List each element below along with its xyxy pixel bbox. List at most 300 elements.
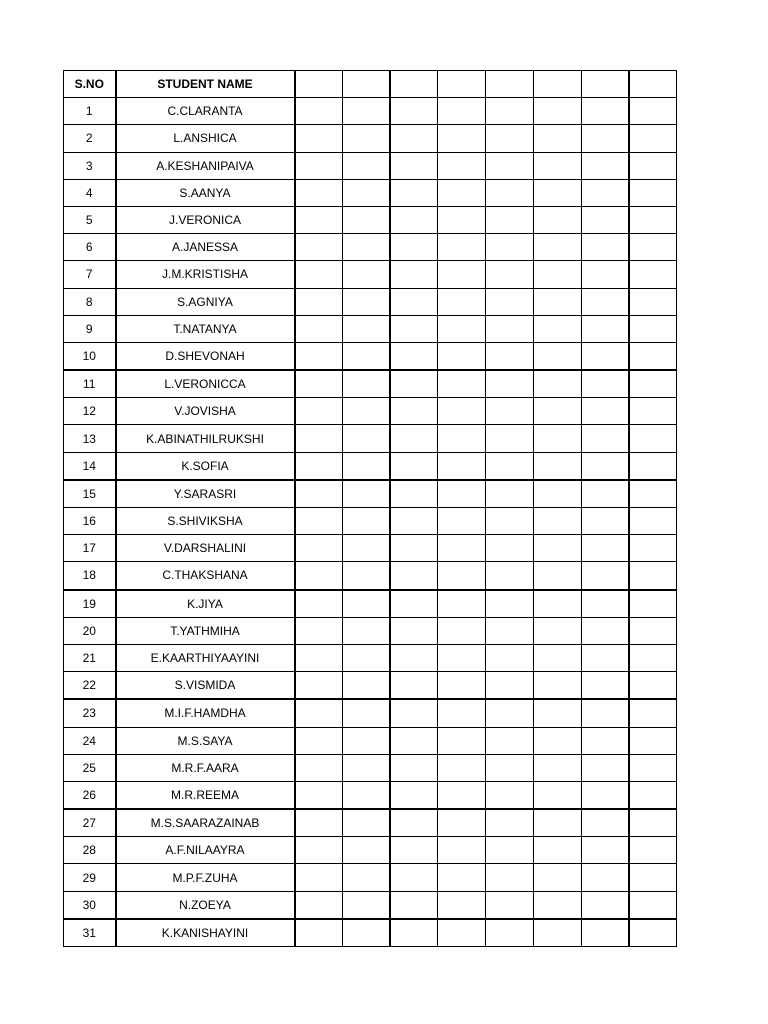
blank-cell	[486, 891, 534, 919]
blank-cell	[581, 919, 629, 947]
table-row	[64, 370, 677, 398]
roster-body	[64, 98, 677, 947]
student-name-cell: S.AANYA	[116, 179, 295, 206]
blank-cell	[438, 480, 486, 508]
blank-cell	[390, 644, 438, 671]
blank-cell	[581, 809, 629, 837]
blank-cell	[533, 179, 581, 206]
blank-cell	[295, 919, 343, 947]
serial-number-cell: 26	[64, 781, 116, 809]
blank-cell	[486, 261, 534, 288]
serial-number-cell: 14	[64, 452, 116, 480]
blank-cell	[629, 125, 677, 152]
blank-cell	[438, 590, 486, 618]
blank-cell	[390, 809, 438, 837]
blank-cell	[295, 617, 343, 644]
blank-cell	[581, 288, 629, 315]
blank-cell	[629, 98, 677, 125]
header-sno: S.NO	[64, 71, 116, 98]
blank-cell	[438, 179, 486, 206]
header-blank-cell	[342, 71, 390, 98]
blank-cell	[438, 234, 486, 261]
student-name-cell: S.SHIVIKSHA	[116, 508, 295, 535]
blank-cell	[581, 891, 629, 919]
blank-cell	[533, 315, 581, 342]
blank-cell	[295, 288, 343, 315]
blank-cell	[533, 480, 581, 508]
blank-cell	[486, 864, 534, 891]
blank-cell	[629, 179, 677, 206]
blank-cell	[390, 590, 438, 618]
blank-cell	[438, 781, 486, 809]
blank-cell	[486, 179, 534, 206]
blank-cell	[390, 672, 438, 700]
blank-cell	[629, 535, 677, 562]
blank-cell	[581, 864, 629, 891]
serial-number-cell: 25	[64, 754, 116, 781]
blank-cell	[486, 480, 534, 508]
blank-cell	[342, 781, 390, 809]
blank-cell	[581, 342, 629, 370]
blank-cell	[295, 727, 343, 754]
table-row	[64, 452, 677, 480]
serial-number-cell: 28	[64, 837, 116, 864]
blank-cell	[533, 781, 581, 809]
table-row	[64, 288, 677, 315]
student-name-cell: J.M.KRISTISHA	[116, 261, 295, 288]
blank-cell	[533, 617, 581, 644]
blank-cell	[390, 398, 438, 425]
blank-cell	[581, 781, 629, 809]
blank-cell	[342, 535, 390, 562]
blank-cell	[342, 398, 390, 425]
blank-cell	[342, 590, 390, 618]
serial-number-cell: 9	[64, 315, 116, 342]
blank-cell	[390, 125, 438, 152]
student-name-cell: V.JOVISHA	[116, 398, 295, 425]
student-name-cell: V.DARSHALINI	[116, 535, 295, 562]
table-row	[64, 891, 677, 919]
blank-cell	[486, 234, 534, 261]
blank-cell	[342, 919, 390, 947]
blank-cell	[533, 864, 581, 891]
blank-cell	[295, 891, 343, 919]
student-name-cell: L.VERONICCA	[116, 370, 295, 398]
blank-cell	[438, 508, 486, 535]
serial-number-cell: 16	[64, 508, 116, 535]
table-row	[64, 781, 677, 809]
blank-cell	[533, 234, 581, 261]
blank-cell	[342, 672, 390, 700]
blank-cell	[295, 864, 343, 891]
student-name-cell: K.SOFIA	[116, 452, 295, 480]
blank-cell	[295, 644, 343, 671]
student-name-cell: A.KESHANIPAIVA	[116, 152, 295, 179]
student-name-cell: M.P.F.ZUHA	[116, 864, 295, 891]
blank-cell	[295, 837, 343, 864]
blank-cell	[390, 617, 438, 644]
blank-cell	[629, 644, 677, 671]
blank-cell	[581, 261, 629, 288]
table-row	[64, 864, 677, 891]
blank-cell	[438, 261, 486, 288]
blank-cell	[486, 315, 534, 342]
blank-cell	[438, 98, 486, 125]
blank-cell	[533, 98, 581, 125]
student-name-cell: M.S.SAARAZAINAB	[116, 809, 295, 837]
blank-cell	[438, 562, 486, 590]
blank-cell	[342, 234, 390, 261]
blank-cell	[390, 919, 438, 947]
student-name-cell: Y.SARASRI	[116, 480, 295, 508]
blank-cell	[533, 342, 581, 370]
blank-cell	[581, 480, 629, 508]
blank-cell	[295, 809, 343, 837]
blank-cell	[629, 370, 677, 398]
serial-number-cell: 12	[64, 398, 116, 425]
serial-number-cell: 29	[64, 864, 116, 891]
blank-cell	[486, 590, 534, 618]
blank-cell	[342, 809, 390, 837]
serial-number-cell: 1	[64, 98, 116, 125]
serial-number-cell: 7	[64, 261, 116, 288]
blank-cell	[390, 425, 438, 452]
blank-cell	[390, 370, 438, 398]
blank-cell	[438, 837, 486, 864]
serial-number-cell: 20	[64, 617, 116, 644]
blank-cell	[629, 452, 677, 480]
student-roster-table	[63, 70, 677, 947]
blank-cell	[342, 152, 390, 179]
blank-cell	[295, 206, 343, 233]
blank-cell	[486, 98, 534, 125]
header-blank-cell	[438, 71, 486, 98]
blank-cell	[342, 125, 390, 152]
blank-cell	[295, 234, 343, 261]
student-name-cell: N.ZOEYA	[116, 891, 295, 919]
blank-cell	[581, 754, 629, 781]
blank-cell	[486, 288, 534, 315]
blank-cell	[581, 562, 629, 590]
blank-cell	[486, 152, 534, 179]
blank-cell	[295, 508, 343, 535]
blank-cell	[581, 699, 629, 727]
blank-cell	[533, 672, 581, 700]
blank-cell	[486, 125, 534, 152]
student-name-cell: S.AGNIYA	[116, 288, 295, 315]
serial-number-cell: 13	[64, 425, 116, 452]
header-row	[64, 71, 677, 98]
blank-cell	[390, 837, 438, 864]
blank-cell	[533, 727, 581, 754]
blank-cell	[581, 370, 629, 398]
blank-cell	[629, 727, 677, 754]
blank-cell	[438, 425, 486, 452]
blank-cell	[295, 672, 343, 700]
serial-number-cell: 4	[64, 179, 116, 206]
student-name-cell: K.KANISHAYINI	[116, 919, 295, 947]
blank-cell	[533, 837, 581, 864]
student-name-cell: E.KAARTHIYAAYINI	[116, 644, 295, 671]
blank-cell	[390, 98, 438, 125]
blank-cell	[581, 590, 629, 618]
blank-cell	[295, 370, 343, 398]
blank-cell	[581, 179, 629, 206]
blank-cell	[390, 234, 438, 261]
table-row	[64, 699, 677, 727]
table-row	[64, 837, 677, 864]
blank-cell	[533, 288, 581, 315]
blank-cell	[629, 508, 677, 535]
student-name-cell: K.ABINATHILRUKSHI	[116, 425, 295, 452]
serial-number-cell: 22	[64, 672, 116, 700]
blank-cell	[581, 535, 629, 562]
blank-cell	[390, 699, 438, 727]
blank-cell	[438, 919, 486, 947]
table-row	[64, 754, 677, 781]
blank-cell	[486, 206, 534, 233]
table-row	[64, 727, 677, 754]
blank-cell	[629, 206, 677, 233]
blank-cell	[295, 342, 343, 370]
blank-cell	[438, 452, 486, 480]
blank-cell	[533, 452, 581, 480]
blank-cell	[438, 617, 486, 644]
table-row	[64, 672, 677, 700]
header-student-name: STUDENT NAME	[116, 71, 295, 98]
blank-cell	[486, 508, 534, 535]
blank-cell	[581, 98, 629, 125]
student-name-cell: A.JANESSA	[116, 234, 295, 261]
blank-cell	[486, 672, 534, 700]
table-row	[64, 919, 677, 947]
student-name-cell: M.R.F.AARA	[116, 754, 295, 781]
blank-cell	[390, 754, 438, 781]
table-row	[64, 315, 677, 342]
blank-cell	[486, 837, 534, 864]
blank-cell	[438, 699, 486, 727]
blank-cell	[581, 315, 629, 342]
blank-cell	[342, 261, 390, 288]
blank-cell	[581, 672, 629, 700]
serial-number-cell: 11	[64, 370, 116, 398]
serial-number-cell: 31	[64, 919, 116, 947]
table-row	[64, 125, 677, 152]
blank-cell	[629, 590, 677, 618]
serial-number-cell: 15	[64, 480, 116, 508]
serial-number-cell: 2	[64, 125, 116, 152]
blank-cell	[533, 535, 581, 562]
blank-cell	[390, 315, 438, 342]
table-row	[64, 206, 677, 233]
table-row	[64, 508, 677, 535]
blank-cell	[438, 754, 486, 781]
blank-cell	[438, 864, 486, 891]
blank-cell	[533, 919, 581, 947]
serial-number-cell: 23	[64, 699, 116, 727]
blank-cell	[438, 125, 486, 152]
blank-cell	[295, 425, 343, 452]
header-blank-cell	[533, 71, 581, 98]
blank-cell	[438, 891, 486, 919]
blank-cell	[629, 699, 677, 727]
blank-cell	[533, 809, 581, 837]
blank-cell	[629, 919, 677, 947]
header-blank-cell	[390, 71, 438, 98]
serial-number-cell: 17	[64, 535, 116, 562]
header-blank-cell	[581, 71, 629, 98]
blank-cell	[295, 480, 343, 508]
blank-cell	[581, 727, 629, 754]
serial-number-cell: 18	[64, 562, 116, 590]
blank-cell	[390, 891, 438, 919]
blank-cell	[581, 398, 629, 425]
blank-cell	[438, 342, 486, 370]
table-row	[64, 234, 677, 261]
blank-cell	[629, 891, 677, 919]
blank-cell	[581, 125, 629, 152]
blank-cell	[438, 370, 486, 398]
blank-cell	[629, 754, 677, 781]
student-name-cell: J.VERONICA	[116, 206, 295, 233]
blank-cell	[342, 727, 390, 754]
table-row	[64, 342, 677, 370]
blank-cell	[581, 508, 629, 535]
blank-cell	[295, 261, 343, 288]
blank-cell	[629, 562, 677, 590]
student-name-cell: S.VISMIDA	[116, 672, 295, 700]
student-name-cell: D.SHEVONAH	[116, 342, 295, 370]
blank-cell	[629, 864, 677, 891]
blank-cell	[581, 425, 629, 452]
blank-cell	[342, 342, 390, 370]
blank-cell	[486, 781, 534, 809]
blank-cell	[295, 98, 343, 125]
blank-cell	[581, 617, 629, 644]
blank-cell	[390, 342, 438, 370]
blank-cell	[342, 480, 390, 508]
blank-cell	[295, 125, 343, 152]
blank-cell	[342, 699, 390, 727]
blank-cell	[581, 452, 629, 480]
blank-cell	[629, 288, 677, 315]
blank-cell	[629, 234, 677, 261]
blank-cell	[629, 837, 677, 864]
blank-cell	[390, 152, 438, 179]
blank-cell	[486, 535, 534, 562]
blank-cell	[342, 644, 390, 671]
blank-cell	[438, 288, 486, 315]
blank-cell	[533, 370, 581, 398]
blank-cell	[486, 617, 534, 644]
serial-number-cell: 30	[64, 891, 116, 919]
blank-cell	[438, 152, 486, 179]
blank-cell	[295, 699, 343, 727]
blank-cell	[486, 727, 534, 754]
blank-cell	[295, 398, 343, 425]
serial-number-cell: 5	[64, 206, 116, 233]
header-blank-cell	[295, 71, 343, 98]
blank-cell	[390, 864, 438, 891]
blank-cell	[533, 206, 581, 233]
table-row	[64, 617, 677, 644]
blank-cell	[295, 754, 343, 781]
blank-cell	[342, 452, 390, 480]
blank-cell	[629, 398, 677, 425]
serial-number-cell: 10	[64, 342, 116, 370]
serial-number-cell: 24	[64, 727, 116, 754]
student-name-cell: C.CLARANTA	[116, 98, 295, 125]
blank-cell	[629, 781, 677, 809]
blank-cell	[390, 535, 438, 562]
blank-cell	[486, 754, 534, 781]
blank-cell	[629, 261, 677, 288]
table-row	[64, 562, 677, 590]
blank-cell	[342, 617, 390, 644]
blank-cell	[342, 837, 390, 864]
blank-cell	[390, 452, 438, 480]
blank-cell	[486, 425, 534, 452]
blank-cell	[342, 425, 390, 452]
blank-cell	[629, 342, 677, 370]
blank-cell	[390, 261, 438, 288]
blank-cell	[295, 781, 343, 809]
blank-cell	[629, 315, 677, 342]
blank-cell	[533, 261, 581, 288]
blank-cell	[342, 206, 390, 233]
blank-cell	[390, 480, 438, 508]
blank-cell	[629, 152, 677, 179]
blank-cell	[438, 206, 486, 233]
blank-cell	[629, 809, 677, 837]
blank-cell	[533, 699, 581, 727]
blank-cell	[342, 179, 390, 206]
blank-cell	[629, 672, 677, 700]
table-row	[64, 261, 677, 288]
blank-cell	[390, 727, 438, 754]
serial-number-cell: 27	[64, 809, 116, 837]
blank-cell	[581, 234, 629, 261]
blank-cell	[342, 288, 390, 315]
blank-cell	[390, 206, 438, 233]
blank-cell	[390, 781, 438, 809]
blank-cell	[295, 452, 343, 480]
blank-cell	[581, 152, 629, 179]
blank-cell	[533, 891, 581, 919]
blank-cell	[342, 562, 390, 590]
blank-cell	[486, 644, 534, 671]
blank-cell	[629, 425, 677, 452]
student-name-cell: M.R.REEMA	[116, 781, 295, 809]
table-row	[64, 98, 677, 125]
blank-cell	[533, 590, 581, 618]
student-name-cell: K.JIYA	[116, 590, 295, 618]
blank-cell	[390, 562, 438, 590]
blank-cell	[486, 919, 534, 947]
blank-cell	[533, 398, 581, 425]
serial-number-cell: 3	[64, 152, 116, 179]
blank-cell	[438, 727, 486, 754]
blank-cell	[533, 644, 581, 671]
blank-cell	[438, 398, 486, 425]
blank-cell	[438, 315, 486, 342]
blank-cell	[438, 644, 486, 671]
serial-number-cell: 19	[64, 590, 116, 618]
blank-cell	[342, 508, 390, 535]
blank-cell	[295, 562, 343, 590]
header-blank-cell	[629, 71, 677, 98]
blank-cell	[486, 452, 534, 480]
